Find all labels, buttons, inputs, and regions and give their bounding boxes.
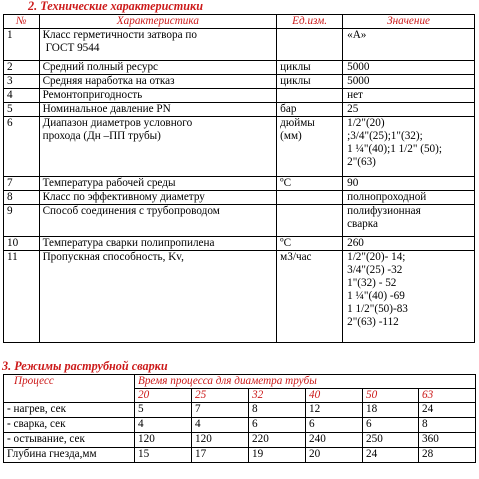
table-row — [4, 418, 476, 433]
col-number-header: № — [4, 15, 40, 29]
table-row — [4, 448, 476, 463]
table-row — [4, 117, 475, 177]
value-cell: 15 — [135, 448, 192, 463]
value-cell: 250 — [363, 433, 419, 448]
table-row — [4, 205, 475, 237]
value-cell: 260 — [343, 237, 475, 251]
value-cell: 120 — [135, 433, 192, 448]
tech-specs-table — [3, 14, 475, 343]
welding-modes-table — [3, 374, 476, 463]
characteristic-cell: Номинальное давление PN — [39, 103, 277, 117]
value-cell: нет — [343, 89, 475, 103]
col-time-header: Время процесса для диаметра трубы — [135, 375, 476, 389]
row-number: 8 — [4, 191, 40, 205]
process-label: - остывание, сек — [4, 433, 135, 448]
table-row — [4, 433, 476, 448]
characteristic-cell: Способ соединения с трубопроводом — [39, 205, 277, 237]
diameter-cell: 50 — [363, 389, 419, 403]
row-number: 9 — [4, 205, 40, 237]
value-cell: 90 — [343, 177, 475, 191]
table-row — [4, 29, 475, 61]
characteristic-cell: Температура рабочей среды — [39, 177, 277, 191]
unit-cell: м3/час — [277, 251, 343, 343]
row-number: 7 — [4, 177, 40, 191]
row-number: 4 — [4, 89, 40, 103]
table-row — [4, 403, 476, 418]
value-cell: 5000 — [343, 75, 475, 89]
characteristic-cell: Ремонтопригодность — [39, 89, 277, 103]
characteristic-cell: Температура сварки полипропилена — [39, 237, 277, 251]
value-cell: 8 — [419, 418, 476, 433]
table-row — [4, 89, 475, 103]
value-cell: 19 — [249, 448, 306, 463]
row-number: 6 — [4, 117, 40, 177]
value-cell: полифузионная сварка — [343, 205, 475, 237]
diameter-cell: 20 — [135, 389, 192, 403]
diameter-cell: 63 — [419, 389, 476, 403]
process-label: Глубина гнезда,мм — [4, 448, 135, 463]
unit-cell — [277, 89, 343, 103]
value-cell: 4 — [135, 418, 192, 433]
table-row — [4, 61, 475, 75]
process-label: - сварка, сек — [4, 418, 135, 433]
table-row — [4, 75, 475, 89]
col-value-header: Значение — [343, 15, 475, 29]
value-cell: «А» — [343, 29, 475, 61]
value-cell: 6 — [249, 418, 306, 433]
row-number: 1 — [4, 29, 40, 61]
value-cell: 1/2"(20)- 14; 3/4"(25) -32 1"(32) - 52 1 ¼"(40) -69 1 1/2"(50)-83 2"(63) -112 — [343, 251, 475, 343]
row-number: 10 — [4, 237, 40, 251]
value-cell: 28 — [419, 448, 476, 463]
value-cell: 360 — [419, 433, 476, 448]
value-cell: 5000 — [343, 61, 475, 75]
value-cell: 7 — [192, 403, 249, 418]
unit-cell — [277, 29, 343, 61]
unit-cell — [277, 205, 343, 237]
table-header-row — [4, 375, 476, 389]
col-process-header: Процесс — [4, 375, 135, 403]
characteristic-cell: Пропускная способность, Kv, — [39, 251, 277, 343]
value-cell: 6 — [306, 418, 363, 433]
value-cell: 6 — [363, 418, 419, 433]
value-cell: 24 — [419, 403, 476, 418]
row-number: 2 — [4, 61, 40, 75]
characteristic-cell: Класс герметичности затвора по ГОСТ 9544 — [39, 29, 277, 61]
table-row — [4, 191, 475, 205]
characteristic-cell: Средний полный ресурс — [39, 61, 277, 75]
value-cell: 220 — [249, 433, 306, 448]
value-cell: 4 — [192, 418, 249, 433]
row-number: 5 — [4, 103, 40, 117]
section-2-title: 2. Технические характеристики — [28, 0, 203, 13]
diameter-cell: 32 — [249, 389, 306, 403]
row-number: 11 — [4, 251, 40, 343]
value-cell: 24 — [363, 448, 419, 463]
unit-cell: циклы — [277, 61, 343, 75]
unit-cell: бар — [277, 103, 343, 117]
value-cell: полнопроходной — [343, 191, 475, 205]
col-unit-header: Ед.изм. — [277, 15, 343, 29]
value-cell: 12 — [306, 403, 363, 418]
unit-cell — [277, 191, 343, 205]
characteristic-cell: Класс по эффективному диаметру — [39, 191, 277, 205]
diameter-cell: 40 — [306, 389, 363, 403]
value-cell: 25 — [343, 103, 475, 117]
unit-cell: ºС — [277, 177, 343, 191]
table-row — [4, 103, 475, 117]
table-header-row — [4, 15, 475, 29]
characteristic-cell: Средняя наработка на отказ — [39, 75, 277, 89]
table-row — [4, 251, 475, 343]
value-cell: 240 — [306, 433, 363, 448]
value-cell: 5 — [135, 403, 192, 418]
value-cell: 1/2"(20) ;3/4"(25);1"(32); 1 ¼"(40);1 1/2" (50); 2"(63) — [343, 117, 475, 177]
value-cell: 18 — [363, 403, 419, 418]
unit-cell: циклы — [277, 75, 343, 89]
section-3-title: 3. Режимы раструбной сварки — [2, 359, 168, 373]
diameter-cell: 25 — [192, 389, 249, 403]
table-row — [4, 177, 475, 191]
table-row — [4, 237, 475, 251]
process-label: - нагрев, сек — [4, 403, 135, 418]
col-characteristic-header: Характеристика — [39, 15, 277, 29]
value-cell: 8 — [249, 403, 306, 418]
unit-cell: ºС — [277, 237, 343, 251]
characteristic-cell: Диапазон диаметров условного прохода (Дн –ПП трубы) — [39, 117, 277, 177]
value-cell: 120 — [192, 433, 249, 448]
value-cell: 17 — [192, 448, 249, 463]
value-cell: 20 — [306, 448, 363, 463]
unit-cell: дюймы (мм) — [277, 117, 343, 177]
row-number: 3 — [4, 75, 40, 89]
